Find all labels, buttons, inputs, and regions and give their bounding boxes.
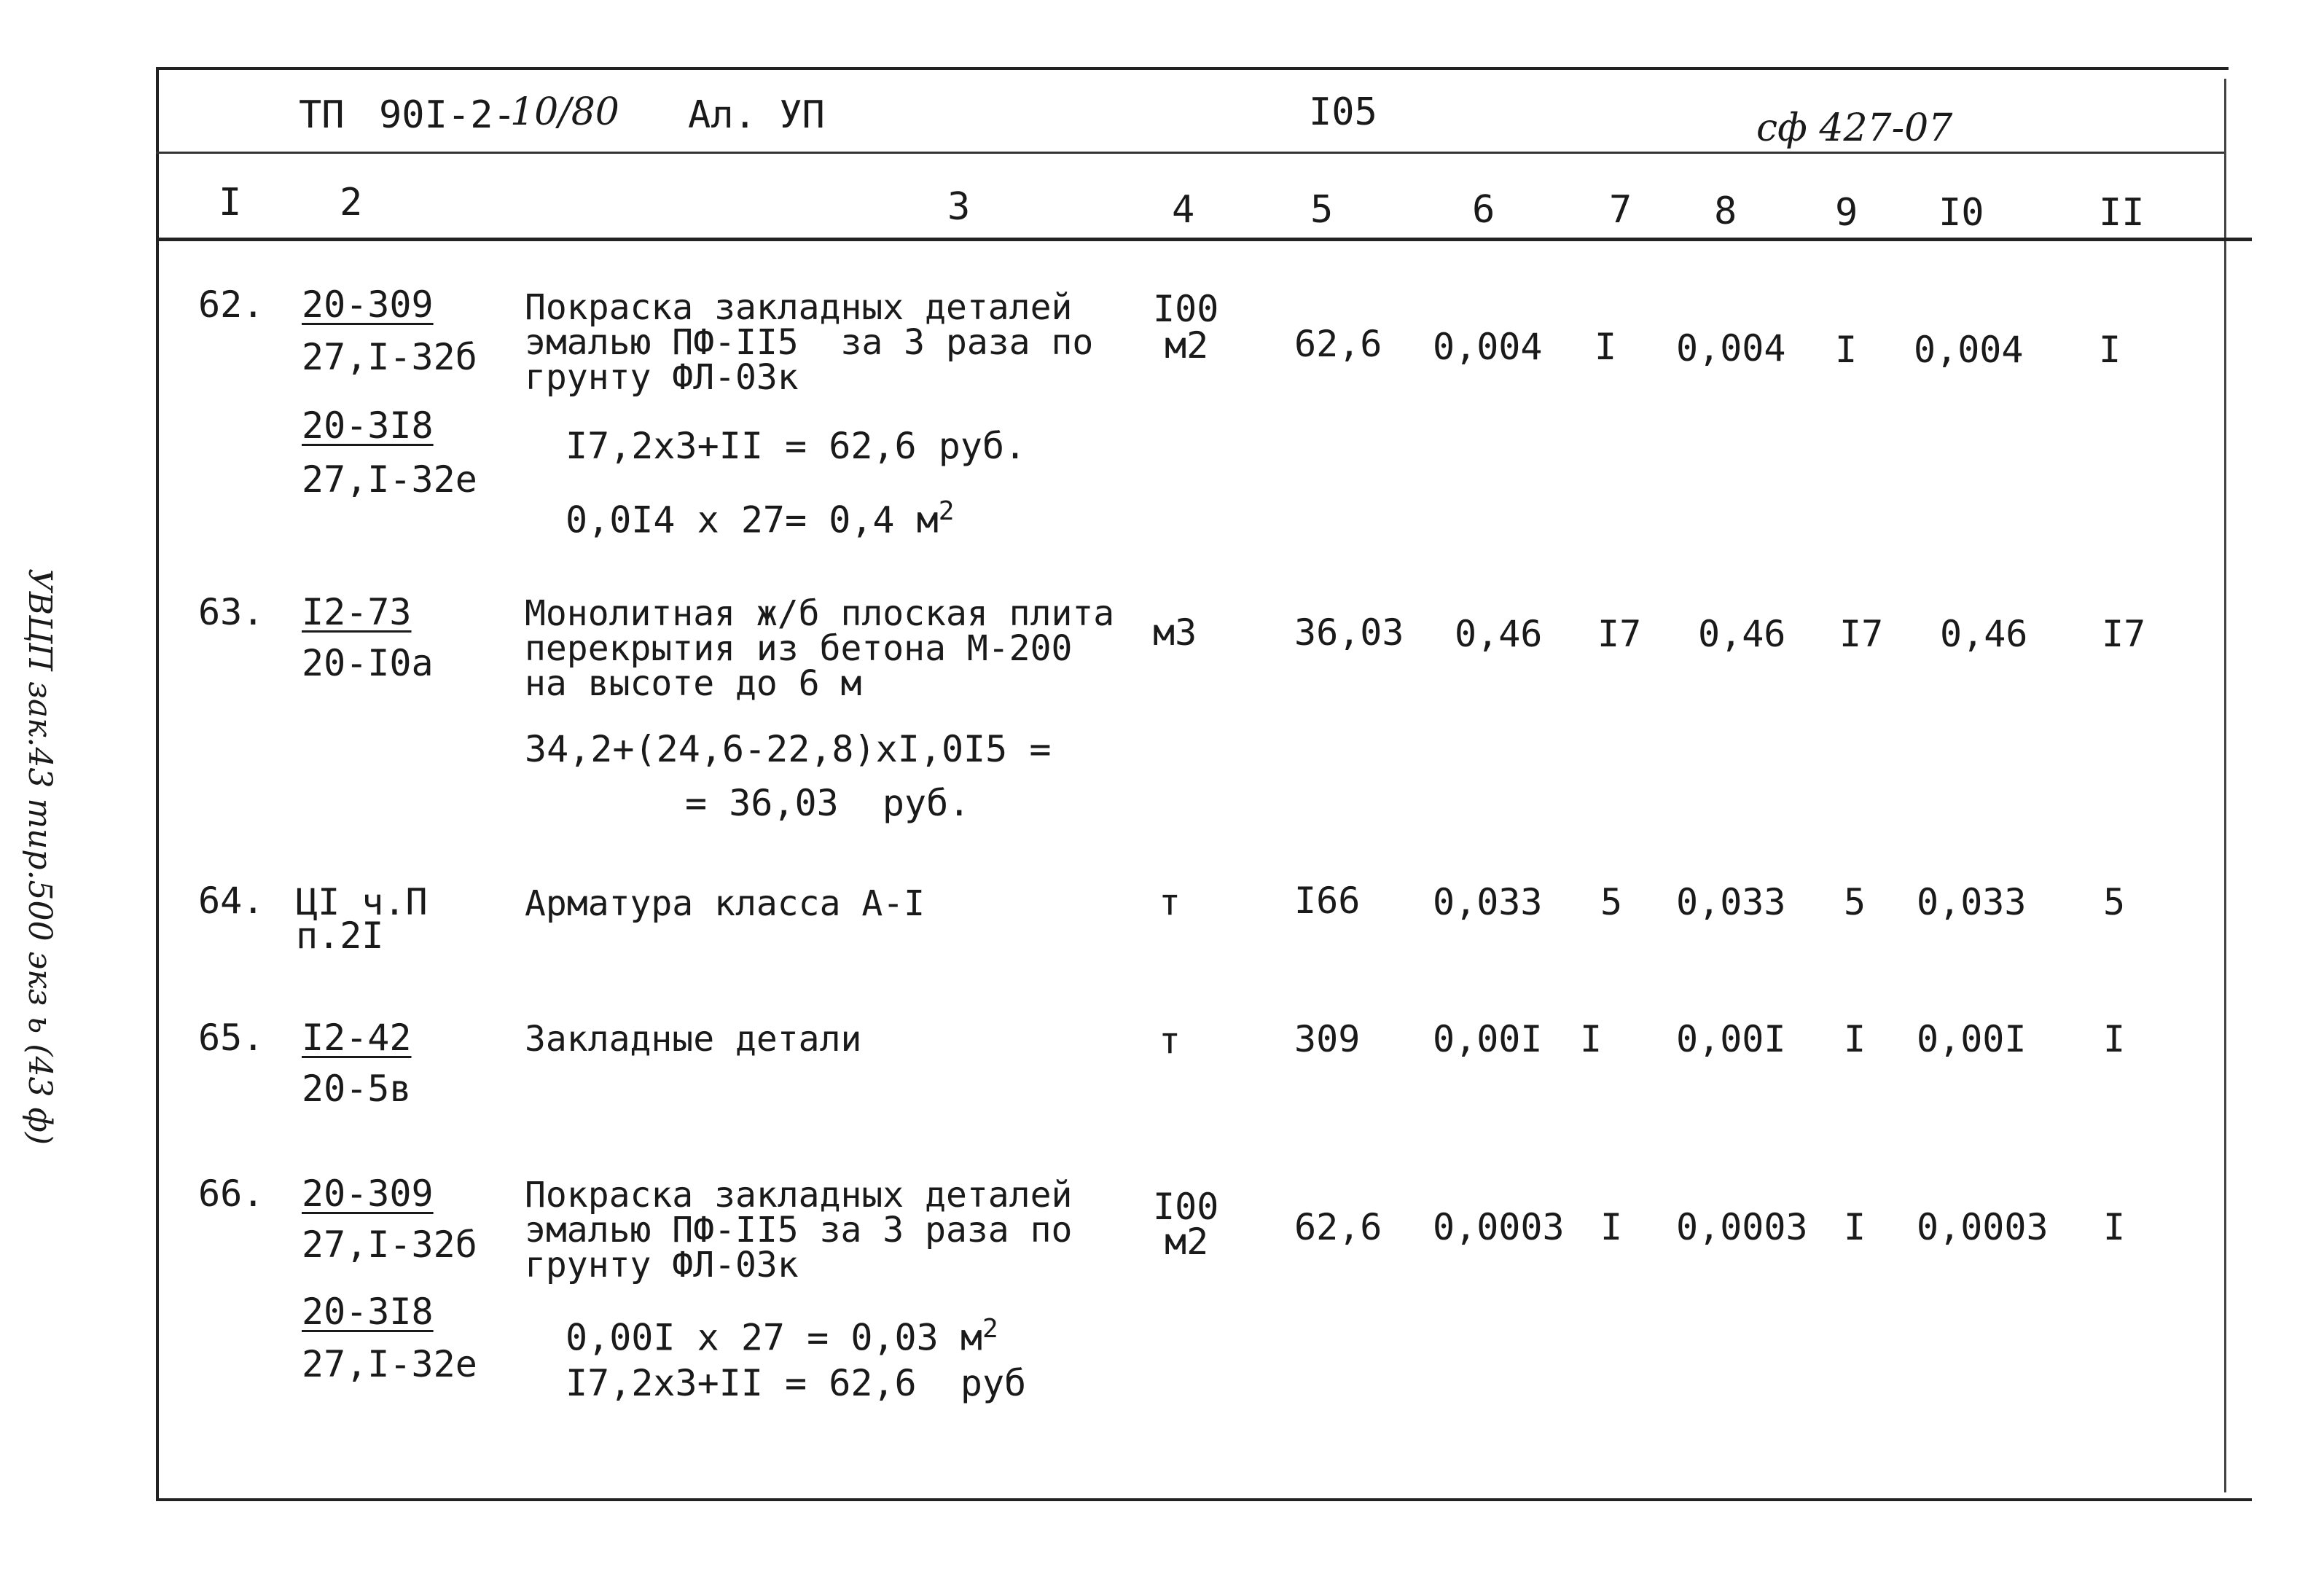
- work-description: Покраска закладных деталей: [525, 287, 1073, 328]
- calc-line: 0,0I4 х 27= 0,4 $м^2$: [566, 496, 955, 541]
- cell-col6: 0,46: [1455, 613, 1543, 655]
- cell-col6: 0,004: [1433, 326, 1543, 368]
- col-header-6: 6: [1472, 188, 1495, 232]
- col-header-1: I: [219, 181, 242, 224]
- cell-col5: 36,03: [1294, 611, 1404, 654]
- cell-col9: I: [1844, 1018, 1866, 1060]
- unit: I00: [1153, 288, 1219, 330]
- cell-col7: 5: [1600, 881, 1623, 923]
- norm-ref: 20-5в: [302, 1068, 412, 1110]
- norm-code: I2-73: [302, 591, 412, 633]
- norm-code: 20-309: [302, 1173, 434, 1215]
- frame-bottom-border: [156, 1498, 2252, 1501]
- doc-code-handwritten: 10/80: [510, 90, 619, 134]
- side-note: УВЦП зак.43 тир.500 экз ь (43 ф): [21, 568, 58, 1146]
- cell-col8: 0,004: [1676, 327, 1786, 369]
- work-description: эмалью ПФ-II5 за 3 раза по: [525, 1210, 1073, 1250]
- norm-ref: 27,I-32б: [302, 336, 477, 378]
- cell-col7: I: [1595, 326, 1617, 368]
- norm-code: 20-3I8: [302, 404, 434, 447]
- cell-col11: I: [2099, 329, 2121, 371]
- cell-col9: I: [1844, 1206, 1866, 1248]
- row-number: 65.: [198, 1017, 265, 1059]
- row-number: 66.: [198, 1173, 265, 1215]
- calc-line: I7,2х3+II = 62,6 руб: [566, 1362, 1027, 1404]
- cell-col7: I7: [1597, 613, 1642, 655]
- cell-col9: I7: [1839, 613, 1884, 655]
- doc-prefix: ТП: [299, 93, 345, 137]
- norm-code: 20-3I8: [302, 1291, 434, 1333]
- cell-col8: 0,0003: [1676, 1206, 1808, 1248]
- work-description: Арматура класса А-I: [525, 883, 926, 924]
- norm-code: ЦI ч.П: [296, 881, 428, 923]
- cell-col11: I: [2103, 1206, 2126, 1248]
- row-number: 64.: [198, 880, 265, 922]
- unit: т: [1159, 1019, 1181, 1062]
- cell-col5: I66: [1294, 880, 1361, 922]
- row-number: 62.: [198, 283, 265, 326]
- work-description: на высоте до 6 м: [525, 663, 862, 704]
- cell-col5: 62,6: [1294, 1206, 1382, 1248]
- cell-col11: I: [2103, 1018, 2126, 1060]
- calc-line: 0,00I х 27 = 0,03 $м^2$: [566, 1314, 998, 1359]
- handwritten-ref: сф 427-07: [1756, 106, 1953, 150]
- norm-ref: 27,I-32б: [302, 1224, 477, 1266]
- norm-ref: 27,I-32е: [302, 458, 477, 501]
- work-description: эмалью ПФ-II5 за 3 раза по: [525, 322, 1094, 363]
- cell-col11: I7: [2102, 613, 2146, 655]
- cell-col10: 0,00I: [1917, 1018, 2027, 1060]
- cell-col11: 5: [2103, 881, 2126, 923]
- col-header-8: 8: [1714, 189, 1737, 233]
- frame-top-border: [156, 67, 2229, 70]
- unit: м2: [1165, 1221, 1209, 1263]
- cell-col7: I: [1580, 1018, 1603, 1060]
- cell-col9: 5: [1844, 881, 1866, 923]
- col-header-5: 5: [1310, 188, 1334, 232]
- work-description: грунту ФЛ-03к: [525, 1245, 799, 1285]
- cell-col7: I: [1600, 1206, 1623, 1248]
- page-number: I05: [1309, 90, 1377, 134]
- col-header-10: I0: [1938, 191, 1984, 235]
- col-header-9: 9: [1835, 191, 1858, 235]
- work-description: Закладные детали: [525, 1019, 862, 1060]
- cell-col10: 0,0003: [1917, 1206, 2049, 1248]
- cell-col8: 0,46: [1698, 613, 1786, 655]
- album-label: Ал. УП: [688, 93, 825, 137]
- cell-col5: 309: [1294, 1018, 1361, 1060]
- cell-col8: 0,033: [1676, 881, 1786, 923]
- col-header-11: II: [2099, 191, 2145, 235]
- norm-code: I2-42: [302, 1017, 412, 1059]
- calc-line: 34,2+(24,6-22,8)хI,0I5 =: [525, 728, 1052, 770]
- work-description: перекрытия из бетона М-200: [525, 628, 1073, 669]
- work-description: Покраска закладных деталей: [525, 1175, 1073, 1216]
- unit: I00: [1153, 1186, 1219, 1228]
- norm-code: 20-309: [302, 283, 434, 326]
- column-header-divider: [156, 238, 2252, 241]
- work-description: грунту ФЛ-03к: [525, 357, 799, 398]
- col-header-2: 2: [340, 181, 363, 224]
- cell-col10: 0,033: [1917, 881, 2027, 923]
- unit: т: [1159, 881, 1181, 923]
- header-divider: [156, 152, 2224, 154]
- doc-code: 90I-2-: [379, 93, 516, 137]
- cell-col5: 62,6: [1294, 323, 1382, 365]
- unit: м3: [1153, 611, 1197, 654]
- cell-col6: 0,033: [1433, 881, 1543, 923]
- col-header-3: 3: [947, 185, 971, 229]
- cell-col8: 0,00I: [1676, 1018, 1786, 1060]
- frame-left-border: [156, 67, 159, 1501]
- cell-col10: 0,004: [1914, 329, 2024, 371]
- unit: м2: [1165, 324, 1209, 367]
- col-header-4: 4: [1172, 188, 1195, 232]
- norm-ref: п.2I: [296, 915, 384, 957]
- frame-right-border: [2224, 79, 2226, 1492]
- col-header-7: 7: [1609, 188, 1632, 232]
- norm-ref: 20-I0а: [302, 642, 434, 684]
- work-description: Монолитная ж/б плоская плита: [525, 593, 1115, 634]
- row-number: 63.: [198, 591, 265, 633]
- calc-line: = 36,03 руб.: [685, 782, 971, 824]
- cell-col10: 0,46: [1940, 613, 2028, 655]
- cell-col6: 0,0003: [1433, 1206, 1565, 1248]
- cell-col6: 0,00I: [1433, 1018, 1543, 1060]
- cell-col9: I: [1835, 329, 1858, 371]
- calc-line: I7,2х3+II = 62,6 руб.: [566, 425, 1027, 467]
- norm-ref: 27,I-32е: [302, 1343, 477, 1385]
